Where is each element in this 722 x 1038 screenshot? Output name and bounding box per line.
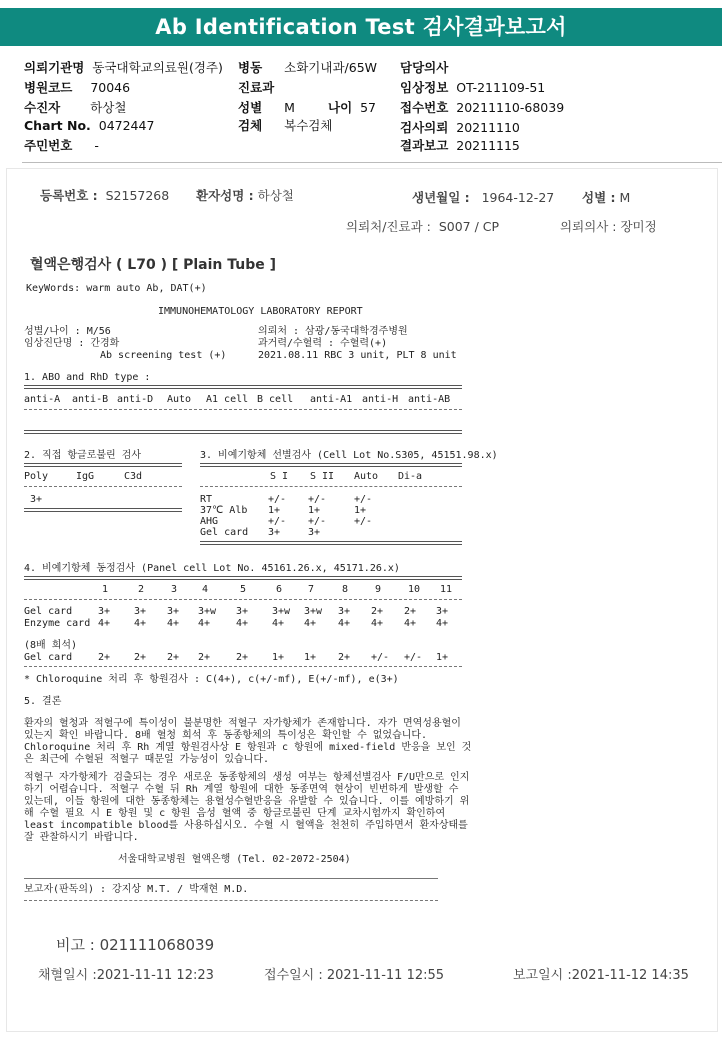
institution-field [24, 58, 223, 76]
sec4-cell: 3+w [304, 606, 323, 617]
sec4-dilution-cell: +/- [404, 652, 423, 663]
sec4-column-number: 7 [308, 584, 315, 595]
sec1-header: B cell [257, 394, 294, 405]
sec4-dilution-cell: 1+ [436, 652, 449, 663]
sec1-header: anti-AB [408, 394, 451, 405]
sec4-cell: 3+ [436, 606, 449, 617]
patient-value: 하상철 [90, 100, 127, 115]
sec2-header: IgG [76, 471, 95, 482]
hospital-code-label: 병원코드 [24, 80, 73, 95]
sec4-column-number: 11 [440, 584, 453, 595]
sec5-title: 5. 결론 [24, 696, 62, 707]
info-history: 과거력/수혈력 : 수혈력(+) [258, 338, 388, 349]
sec4-column-number: 1 [102, 584, 109, 595]
request-value: 20211110 [456, 120, 520, 135]
sec4-mid-rule [24, 599, 462, 600]
sec1-header: anti-B [72, 394, 109, 405]
chloroquine-note: * Chloroquine 처리 후 항원검사 : C(4+), c(+/-mf), E(+/-mf), e(3+) [24, 674, 399, 685]
sec3-cell: +/- [354, 516, 373, 527]
institution-value: 동국대학교의료원(경주) [92, 60, 223, 75]
reception-label: 접수번호 [400, 100, 449, 115]
sec4-column-number: 8 [342, 584, 349, 595]
request-field [400, 118, 520, 136]
sec4-cell: 3+ [236, 606, 249, 617]
age-label: 나이 [328, 100, 353, 115]
section-title: 혈액은행검사 ( L70 ) [ Plain Tube ] [30, 257, 277, 273]
chart-no-value: 0472447 [98, 118, 155, 133]
sec2-header: Poly [24, 471, 49, 482]
sec4-title: 4. 비예기항체 동정검사 (Panel cell Lot No. 45161.26.x, 45171.26.x) [24, 563, 400, 574]
patient-label: 수진자 [24, 100, 61, 115]
sec3-row-label: Gel card [200, 527, 249, 538]
sec1-header: anti-H [362, 394, 399, 405]
sec4-row-label: Enzyme card [24, 618, 91, 629]
sec4-column-number: 2 [138, 584, 145, 595]
sec4-dilution-cell: 1+ [272, 652, 285, 663]
sec4-cell: 3+ [167, 606, 180, 617]
info-sex-age: 성별/나이 : M/56 [24, 326, 111, 337]
reception-field [400, 98, 564, 116]
specimen-label: 검체 [238, 118, 263, 133]
info-transfusion: 2021.08.11 RBC 3 unit, PLT 8 unit [258, 350, 457, 361]
age-value: 57 [360, 100, 377, 115]
sec4-top-rule [24, 576, 462, 580]
sec4-column-number: 5 [240, 584, 247, 595]
sec3-mid-rule [200, 486, 462, 487]
chart-no-label: Chart No. [24, 118, 91, 133]
keywords: KeyWords: warm auto Ab, DAT(+) [26, 283, 207, 294]
patient-field [24, 98, 126, 116]
sec3-row-label: 37℃ Alb [200, 505, 248, 516]
sec1-header: anti-A [24, 394, 61, 405]
info-requester: 의뢰처 : 삼광/동국대학경주병원 [258, 326, 408, 337]
clinical-field [400, 78, 545, 96]
sec4-cell: 3+w [272, 606, 291, 617]
sec1-top-rule [24, 385, 462, 389]
signature-rule [24, 878, 438, 879]
result-field [400, 136, 520, 154]
specimen-value: 복수검체 [284, 118, 333, 133]
info-screening: Ab screening test (+) [100, 350, 227, 361]
dept-field [238, 78, 274, 96]
lab-report-title: IMMUNOHEMATOLOGY LABORATORY REPORT [158, 306, 363, 317]
result-label: 결과보고 [400, 138, 449, 153]
dept-label: 진료과 [238, 80, 275, 95]
sec4-cell: 3+ [338, 606, 351, 617]
ward-field [238, 58, 377, 76]
collect-time: 채혈일시 :2021-11-11 12:23 [38, 968, 214, 983]
report-time: 보고일시 :2021-11-12 14:35 [513, 968, 689, 983]
sec2-bottom-rule [24, 508, 182, 512]
result-value: 20211115 [456, 138, 520, 153]
birth-date: 생년월일 : 1964-12-27 [412, 190, 555, 205]
ssn-value: - [94, 138, 99, 153]
sec3-header: S II [310, 471, 335, 482]
reporter: 보고자(판독의) : 강지상 M.T. / 박재현 M.D. [24, 884, 249, 895]
clinical-label: 임상정보 [400, 80, 449, 95]
reporter-rule [24, 900, 438, 901]
sec4-cell: 4+ [371, 618, 384, 629]
scan-sex: 성별 : M [582, 190, 631, 205]
sec3-cell: +/- [354, 494, 373, 505]
conclusion-paragraph-1: 환자의 혈청과 적혈구에 특이성이 불분명한 적혈구 자가항체가 존재합니다. 자가 면역성용혈이 있는지 확인 바랍니다. 8배 혈청 희석 후 동종항체의 특이성은 확인할 수 없었습니다. Chloroquine 처리 후 Rh 계열 항원검사상 E 항원과 c 항원에 mixed-field 반응을 보인 것은 최근에 수혈된 적혈구 때문일 가능성이 있습니다. [24, 718, 472, 765]
bloodbank-contact: 서울대학교병원 혈액은행 (Tel. 02-2072-2504) [118, 854, 351, 865]
sec1-title: 1. ABO and RhD type : [24, 372, 151, 383]
reg-no: 등록번호 : S2157268 [40, 188, 170, 203]
sec4-cell: 4+ [304, 618, 317, 629]
requesting-doctor: 의뢰의사 : 장미정 [560, 219, 657, 234]
sec2-value-poly: 3+ [30, 494, 43, 505]
sex-label: 성별 [238, 100, 263, 115]
sec4-dilution-cell: 2+ [134, 652, 147, 663]
sec3-cell: +/- [268, 516, 287, 527]
sec4-cell: 4+ [272, 618, 285, 629]
sec4-cell: 4+ [167, 618, 180, 629]
sex-value: M [284, 100, 295, 115]
clinical-value: OT-211109-51 [456, 80, 546, 95]
sec4-column-number: 6 [276, 584, 283, 595]
sec4-dilution-cell: 2+ [167, 652, 180, 663]
sec4-cell: 2+ [371, 606, 384, 617]
sec2-top-rule [24, 463, 182, 467]
sec2-header: C3d [124, 471, 143, 482]
sec4-cell: 3+w [198, 606, 217, 617]
sec4-dilution-cell: 2+ [98, 652, 111, 663]
receive-time: 접수일시 : 2021-11-11 12:55 [264, 968, 445, 983]
sec4-cell: 4+ [338, 618, 351, 629]
sec3-title: 3. 비예기항체 선별검사 (Cell Lot No.S305, 45151.98.x) [200, 450, 498, 461]
ward-value: 소화기내과/65W [284, 60, 378, 75]
sec3-bottom-rule [200, 541, 462, 545]
ward-label: 병동 [238, 60, 263, 75]
reception-value: 20211110-68039 [456, 100, 565, 115]
sec3-cell: 3+ [268, 527, 281, 538]
sec1-header: Auto [167, 394, 192, 405]
sec4-cell: 4+ [98, 618, 111, 629]
doctor-label: 담당의사 [400, 60, 449, 75]
sec4-bottom-rule [24, 666, 462, 667]
sec3-cell: 1+ [308, 505, 321, 516]
sec1-bottom-rule [24, 430, 462, 434]
lab-report-body [24, 282, 498, 882]
sec3-top-rule [200, 463, 462, 467]
sex-field [238, 98, 295, 116]
sec4-dilution-cell: 2+ [338, 652, 351, 663]
sec2-title: 2. 직접 항글로불린 검사 [24, 450, 142, 461]
sec3-cell: 1+ [354, 505, 367, 516]
patient-name: 환자성명 : 하상철 [196, 188, 294, 203]
sec3-header: S I [270, 471, 289, 482]
sec4-cell: 4+ [198, 618, 211, 629]
sec4-row-label: Gel card [24, 606, 73, 617]
ssn-label: 주민번호 [24, 138, 73, 153]
sec3-header: Auto [354, 471, 379, 482]
sec3-row-label: RT [200, 494, 213, 505]
header-divider [22, 162, 722, 163]
hospital-code-field [24, 78, 130, 96]
sec4-cell: 4+ [134, 618, 147, 629]
sec4-cell: 3+ [134, 606, 147, 617]
sec3-cell: +/- [268, 494, 287, 505]
hospital-code-value: 70046 [90, 80, 131, 95]
request-label: 검사의뢰 [400, 120, 449, 135]
sec3-cell: +/- [308, 494, 327, 505]
sec4-cell: 3+ [98, 606, 111, 617]
sec4-dilution-cell: +/- [371, 652, 390, 663]
sec3-cell: +/- [308, 516, 327, 527]
sec4-dilution-label-cell: Gel card [24, 652, 73, 663]
sec4-column-number: 10 [408, 584, 421, 595]
sec4-column-number: 3 [171, 584, 178, 595]
note: 비고 : 021111068039 [56, 936, 215, 954]
report-title-bar [0, 8, 722, 46]
sec4-column-number: 9 [375, 584, 382, 595]
sec4-column-number: 4 [202, 584, 209, 595]
sec4-cell: 2+ [404, 606, 417, 617]
sec1-header: anti-D [117, 394, 154, 405]
sec4-dilution-cell: 2+ [198, 652, 211, 663]
ssn-field [24, 136, 99, 154]
sec3-row-label: AHG [200, 516, 219, 527]
sec4-cell: 4+ [404, 618, 417, 629]
chart-no-field [24, 118, 154, 133]
sec1-header: A1 cell [206, 394, 249, 405]
sec1-header: anti-A1 [310, 394, 353, 405]
doctor-field [400, 58, 448, 76]
sec3-cell: 3+ [308, 527, 321, 538]
sec4-cell: 4+ [236, 618, 249, 629]
sec1-mid-rule [24, 409, 462, 410]
sec4-dilution-cell: 2+ [236, 652, 249, 663]
sec4-cell: 4+ [436, 618, 449, 629]
specimen-field [238, 116, 332, 134]
institution-label: 의뢰기관명 [24, 60, 85, 75]
sec2-mid-rule [24, 486, 182, 487]
age-field [328, 98, 376, 116]
conclusion-paragraph-2: 적혈구 자가항체가 검출되는 경우 새로운 동종항체의 생성 여부는 항체선별검사 F/U만으로 인지하기 어렵습니다. 적혈구 수혈 뒤 Rh 계열 항원에 대한 동종면역 현상이 빈번하게 발생할 수 있는데, 이들 항원에 대한 동종항체는 용혈성수혈반응을 유발할 수 있습니다. 이를 예방하기 위해 수혈 필요 시 E 항원 및 c 항원 음성 혈액 중 항글로불린 단계 교차시험까지 확인하여 least incompatible blood를 사용하십시오. 수혈 시 혈액을 천천히 주입하면서 환자상태를 잘 관찰하시기 바랍니다. [24, 772, 470, 843]
report-title: Ab Identification Test 검사결과보고서 [155, 15, 567, 39]
sec4-dilution-label: (8배 희석) [24, 640, 78, 651]
sec3-header: Di-a [398, 471, 423, 482]
requester-dept: 의뢰처/진료과 : S007 / CP [346, 219, 500, 234]
info-diagnosis: 임상진단명 : 간경화 [24, 338, 120, 349]
sec3-cell: 1+ [268, 505, 281, 516]
sec4-dilution-cell: 1+ [304, 652, 317, 663]
